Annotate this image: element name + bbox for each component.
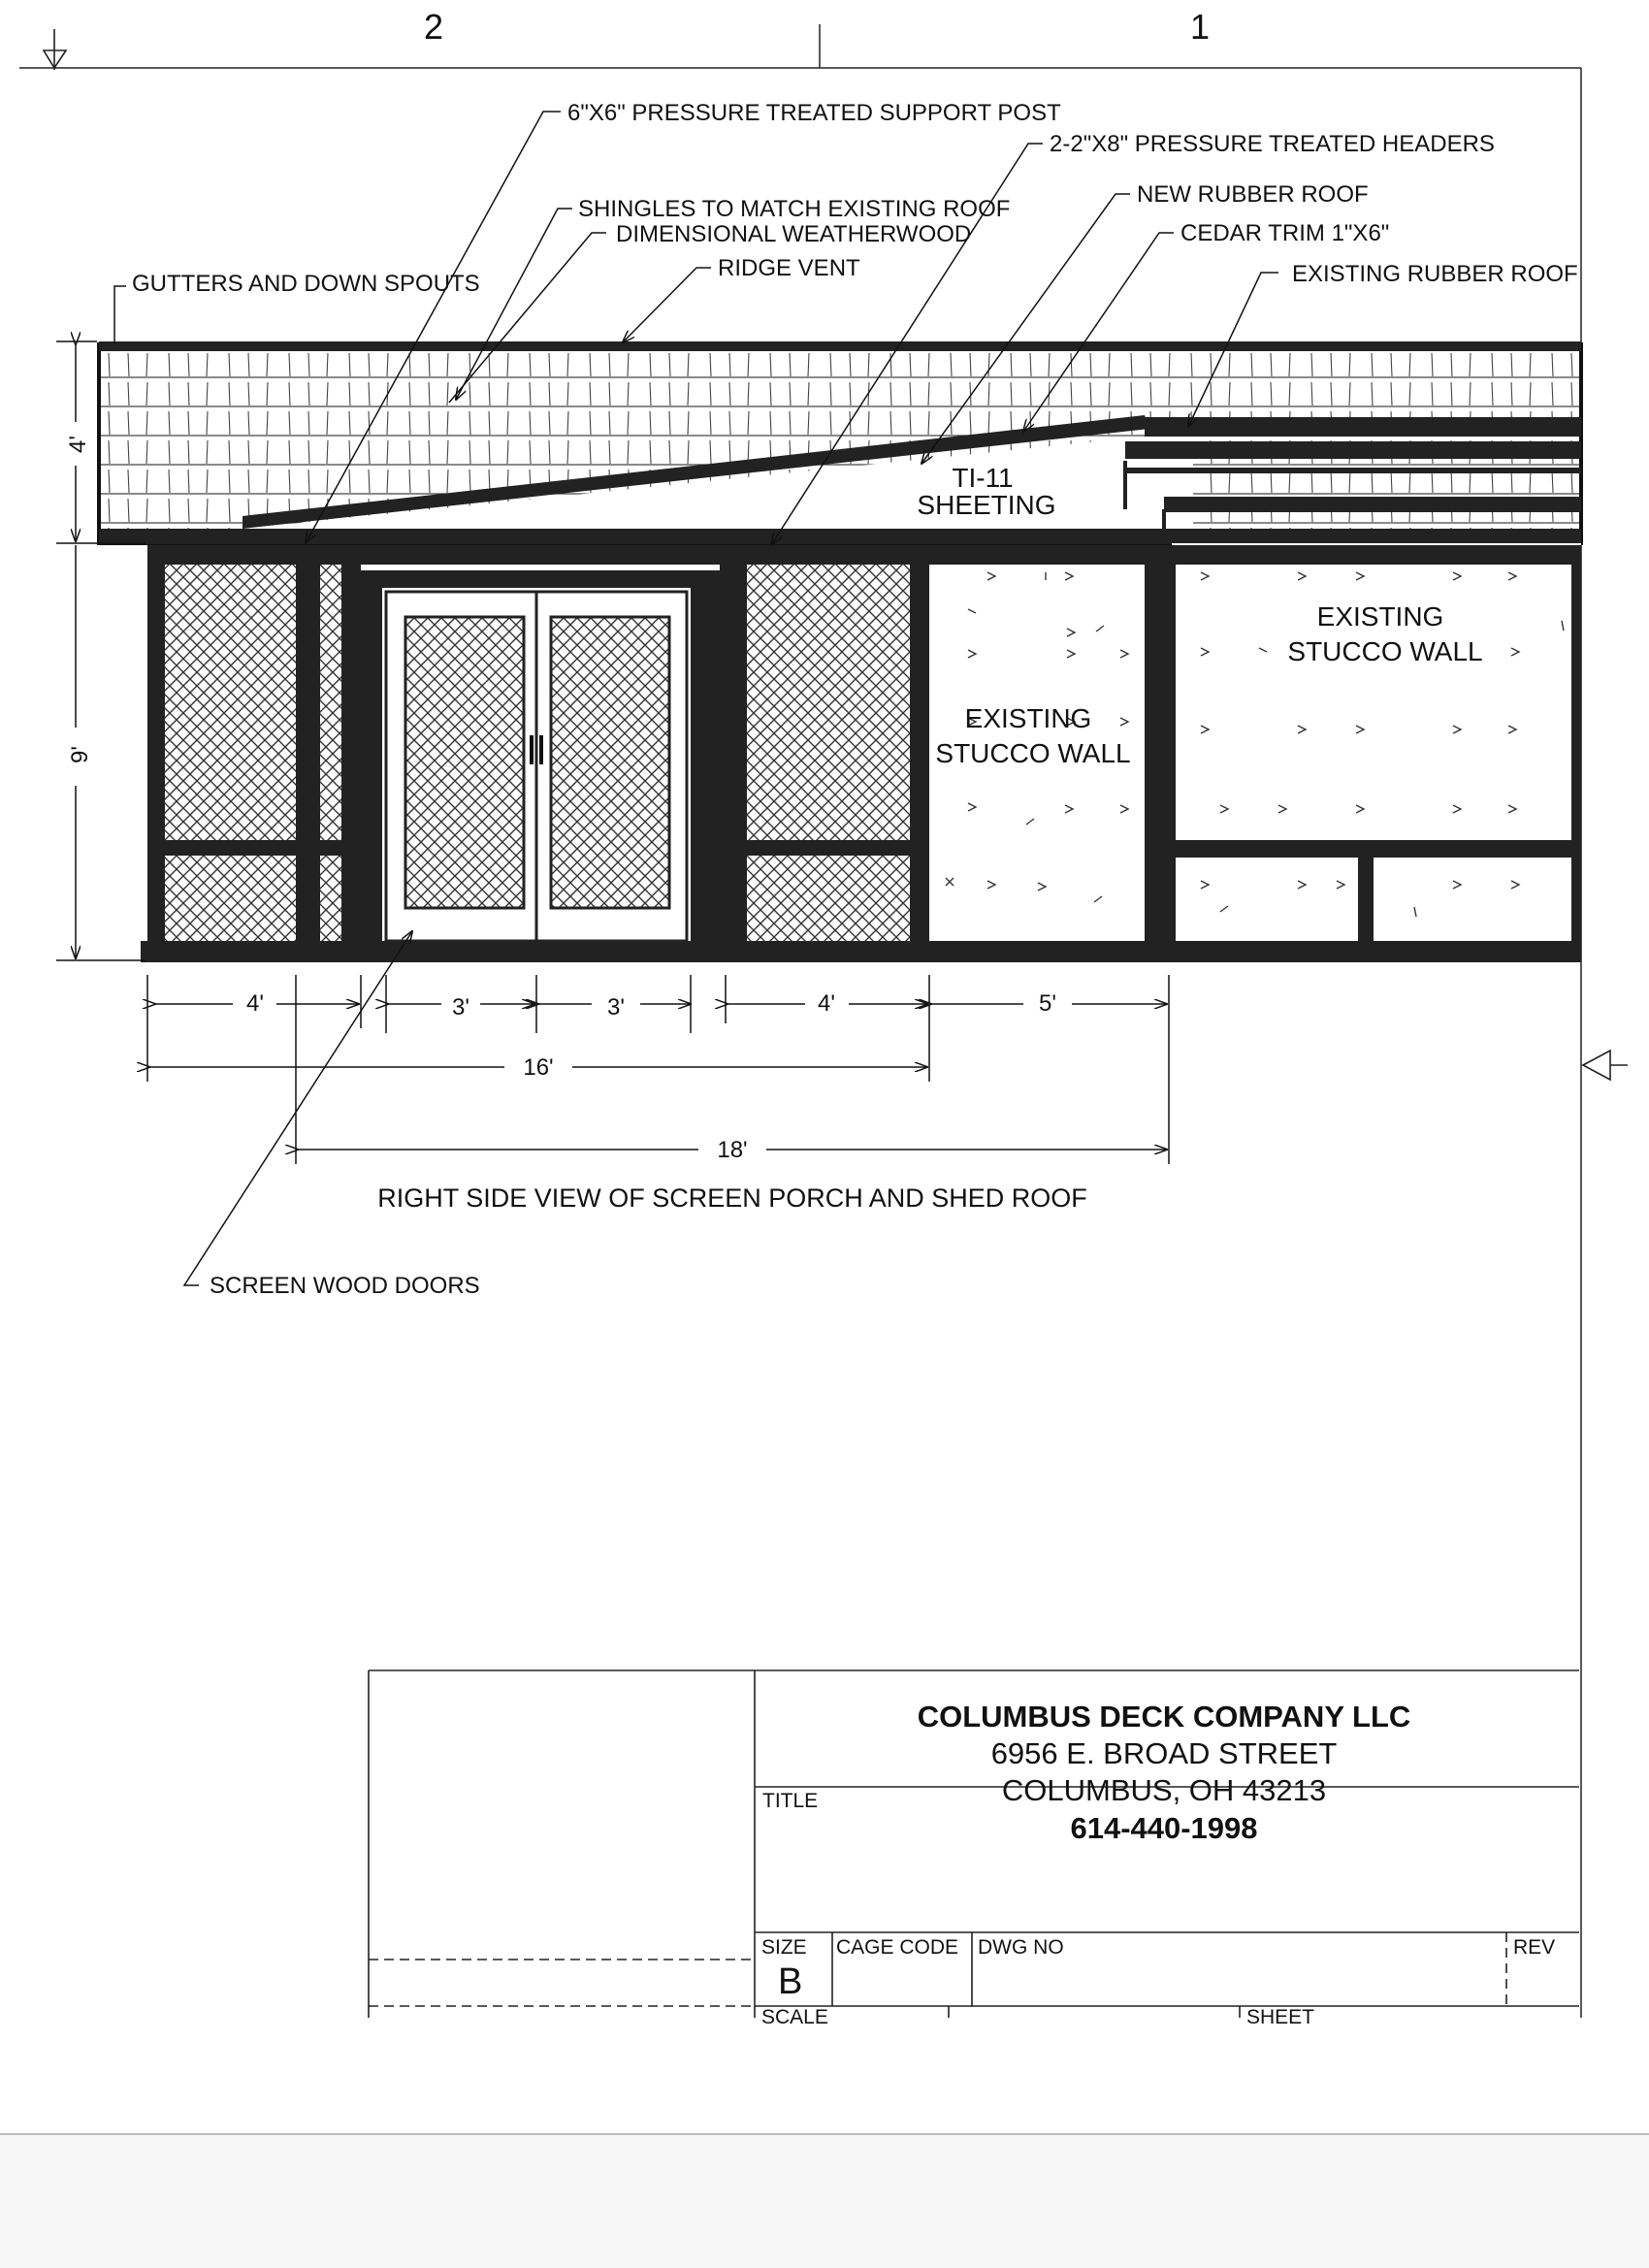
title-label: TITLE: [762, 1790, 819, 1812]
dim-total-18: 18': [717, 1137, 748, 1163]
dwg-no-label: DWG NO: [978, 1936, 1064, 1959]
screen-panel: [320, 565, 341, 841]
callout-weatherwood: DIMENSIONAL WEATHERWOOD: [616, 221, 972, 247]
screen-panel: [320, 856, 341, 941]
callout-screen-doors: SCREEN WOOD DOORS: [210, 1273, 480, 1299]
callout-shingles: SHINGLES TO MATCH EXISTING ROOF: [578, 196, 1011, 222]
callout-headers: 2-2"X8" PRESSURE TREATED HEADERS: [1050, 131, 1495, 157]
stucco-lower-b: [1377, 859, 1579, 946]
screen-wood-doors: [386, 592, 687, 941]
door-handle: [530, 735, 534, 764]
callout-existing-rubber-roof: EXISTING RUBBER ROOF: [1292, 261, 1578, 287]
zone-label-1: 1: [1189, 7, 1211, 47]
callout-support-post: 6"X6" PRESSURE TREATED SUPPORT POST: [567, 100, 1061, 126]
scale-label: SCALE: [761, 2006, 828, 2028]
screen-panel: [747, 565, 910, 841]
size-value: B: [778, 1961, 803, 2002]
stucco-label-a: STUCCO WALL: [935, 738, 1131, 768]
company-city: COLUMBUS, OH 43213: [1001, 1773, 1327, 1807]
cedar-trim-fascia: [1145, 417, 1581, 437]
size-label: SIZE: [761, 1936, 807, 1959]
gutter: [99, 529, 1581, 544]
company-street: 6956 E. BROAD STREET: [990, 1736, 1338, 1770]
callout-gutters: GUTTERS AND DOWN SPOUTS: [132, 271, 480, 297]
callout-new-rubber-roof: NEW RUBBER ROOF: [1137, 181, 1369, 208]
stucco-label-a: EXISTING: [964, 703, 1092, 733]
company-name: COLUMBUS DECK COMPANY LLC: [917, 1700, 1411, 1733]
sheet-label: SHEET: [1246, 2006, 1315, 2028]
company-phone: 614-440-1998: [1070, 1811, 1258, 1845]
dim-roof-height: 4': [65, 436, 91, 453]
dim-seg-1: 4': [246, 990, 264, 1017]
existing-rubber-roof: [1125, 441, 1581, 459]
door-handle: [539, 735, 543, 764]
ridge-vent: [99, 341, 1581, 351]
rev-label: REV: [1513, 1936, 1556, 1959]
stucco-lower-a: [1172, 859, 1366, 946]
dim-wall-height: 9': [67, 746, 93, 763]
cage-code-label: CAGE CODE: [836, 1936, 959, 1959]
stucco-wall-b: [1172, 543, 1581, 844]
screen-panel: [165, 856, 296, 941]
callout-cedar-trim: CEDAR TRIM 1"X6": [1180, 220, 1390, 246]
screen-panel: [165, 565, 296, 841]
dim-seg-5: 5': [1039, 990, 1056, 1017]
dim-total-16: 16': [523, 1054, 554, 1081]
stucco-label-b: STUCCO WALL: [1287, 636, 1483, 666]
dim-seg-3: 3': [607, 994, 625, 1021]
stucco-label-b: EXISTING: [1316, 601, 1444, 632]
callout-ridge-vent: RIDGE VENT: [718, 255, 860, 281]
screen-panel: [747, 856, 910, 941]
zone-label-2: 2: [423, 7, 444, 47]
view-title: RIGHT SIDE VIEW OF SCREEN PORCH AND SHED ROOF: [377, 1183, 1087, 1213]
dim-seg-4: 4': [818, 990, 835, 1017]
dim-seg-2: 3': [452, 994, 469, 1021]
ti-11-label: SHEETING: [917, 490, 1056, 520]
ti-11-label: TI-11: [952, 463, 1014, 493]
